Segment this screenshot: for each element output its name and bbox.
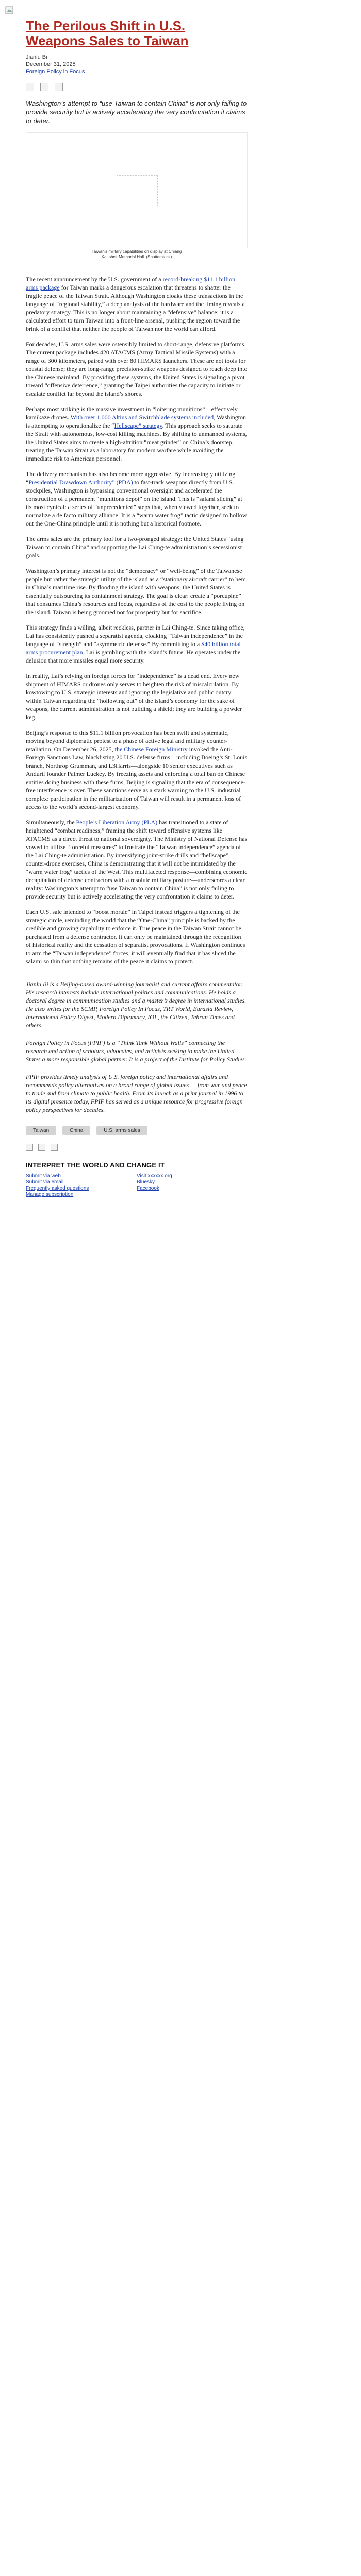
submit-web-link[interactable]: Submit via web xyxy=(26,1173,61,1179)
share-email-icon[interactable] xyxy=(51,1144,58,1151)
drones-link[interactable]: With over 1,000 Altius and Switchblade systems included xyxy=(70,414,214,421)
share-email-icon[interactable] xyxy=(55,83,63,91)
share-bar-bottom xyxy=(26,1144,248,1153)
publication-link[interactable]: Foreign Policy in Focus xyxy=(26,69,85,75)
body-paragraph: Perhaps most striking is the massive investment in “loitering munitions”—effectively kamikaze drones. With over 1,000 Altius and Switchblade systems included, Washington is attempting to operationalize the “Hellscape” strategy. This approach seeks to saturate the Strait with autonomous, low-cost killing machines. By shifting to unmanned systems, the United States aims to create a high-attrition “meat grinder” on China’s doorstep, treating the Taiwan Strait as a laboratory for modern warfare while avoiding the immediate risk to American personnel. xyxy=(26,405,247,462)
faq-link[interactable]: Frequently asked questions xyxy=(26,1185,89,1191)
body-paragraph: Washington’s primary interest is not the “democracy” or “well-being” of the Taiwanese people but rather the strategic utility of the island as a “stationary aircraft carrier” to hem in China’s maritime rise. By flooding the island with weapons, the United States is essentially outsourcing its containment strategy. The goal is clear: create a “porcupine” that consumes China’s resources and focus, regardless of the cost to the people living on the island. Taiwan is being groomed not for prosperity but for sacrifice. xyxy=(26,567,246,616)
site-logo-icon[interactable] xyxy=(5,6,13,14)
image-caption-line: Taiwan's military capabilities on display at Chiang xyxy=(91,249,182,254)
article-body xyxy=(26,275,248,965)
body-paragraph: Beijing’s response to this $11.1 billion provocation has been swift and systematic, moving beyond diplomatic protest to a phase of active legal and military counter-retaliation. On December 26, 2025, the Chinese Foreign Ministry invoked the Anti-Foreign Sanctions Law, blacklisting 20 U.S. defense firms—including Boeing’s St. Louis branch, Northrop Grumman, and L3Harris—alongside 10 senior executives such as Anduril founder Palmer Luckey. By freezing assets and enforcing a total ban on Chinese entities doing business with these firms, Beijing is signaling that the era of consequence-free interference is over. These sanctions serve as a stark warning to the U.S. industrial complex: participation in the militarization of Taiwan will result in a permanent loss of access to the world’s second-largest economy. xyxy=(26,729,248,810)
foreign-ministry-link[interactable]: the Chinese Foreign Ministry xyxy=(114,745,188,753)
article-figure xyxy=(26,132,248,260)
author-bio: Jianlu Bi is a Beijing-based award-winning journalist and current affairs commentator. His research interests include international politics and communications. He holds a doctoral degree in communication studies and a master’s degree in international studies. He also writes for the SCMP, Foreign Policy In Focus, TRT World, Eurasia Review, International Policy Digest, Modern Diplomacy, IOL, the Citizen, Tehran Times and others. xyxy=(26,980,247,1029)
share-facebook-icon[interactable] xyxy=(26,83,34,91)
fpif-description: FPIF provides timely analysis of U.S. foreign policy and international affairs and recommends policy alternatives on a broad range of global issues — from war and peace to trade and from climate to public health. From its launch as a print journal in 1996 to its digital presence today, FPIF has served as a unique resource for progressive foreign policy perspectives for decades. xyxy=(26,1073,247,1113)
pla-link[interactable]: People’s Liberation Army (PLA) xyxy=(76,819,158,826)
article-lede: Washington’s attempt to “use Taiwan to contain China” is not only failing to provide security but is actively accelerating the very confrontation it claims to deter. xyxy=(26,99,247,125)
footer-heading: INTERPRET THE WORLD AND CHANGE IT xyxy=(26,1161,165,1169)
body-paragraph: The arms sales are the primary tool for a two-pronged strategy: the United States “using Taiwan to contain China” and supporting the Lai Ching-te administration’s secessionist goals. xyxy=(26,535,244,559)
body-paragraph: The recent announcement by the U.S. government of a record-breaking $11.1 billion arms package for Taiwan marks a dangerous escalation that threatens to shatter the fragile peace of the Taiwan Strait. Although Washington cloaks these transactions in the language of “regional stability,” a deep analysis of the hardware and the timing reveals a predatory strategy. This is no longer about maintaining a “defensive” balance; it is a calculated effort to turn Taiwan into a front-line arsenal, pushing the region toward the brink of a conflict that neither the people of Taiwan nor the world can afford. xyxy=(26,276,245,332)
image-caption-line: Kai-shek Memorial Hall. (Shutterstock) xyxy=(101,255,172,259)
share-bar xyxy=(26,82,248,92)
body-paragraph: This strategy finds a willing, albeit reckless, partner in Lai Ching-te. Since taking office, Lai has consistently pushed a separatist agenda, cloaking “Taiwan independence” in the language of “strength” and “asymmetric defense.” By committing to a $40 billion total arms procurement plan, Lai is gambling with the island’s future. He operates under the delusion that more missiles equal more security. xyxy=(26,624,245,664)
article-image xyxy=(26,132,248,248)
share-twitter-icon[interactable] xyxy=(38,1144,45,1151)
facebook-link[interactable]: Facebook xyxy=(137,1185,159,1191)
footer-col-social xyxy=(137,1173,248,1198)
bluesky-link[interactable]: Bluesky xyxy=(137,1179,155,1185)
body-paragraph: Simultaneously, the People’s Liberation Army (PLA) has transitioned to a state of heightened “combat readiness,” framing the shift toward offensive systems like ATACMS as a direct threat to national sovereignty. The Ministry of National Defense has vowed to utilize “forceful measures” to frustrate the “Taiwan independence” agenda of the Lai Ching-te administration. By intensifying joint-strike drills and “hellscape” counter-drone exercises, China is demonstrating that it will not be intimidated by the “warm water frog” tactics of the West. This multifaceted response—combining economic decapitation of defense contractors with a resolute military posture—underscores a clear reality: Washington’s attempt to “use Taiwan to contain China” is not only failing to provide security but is actively accelerating the very confrontation it claims to deter. xyxy=(26,819,248,900)
image-caption xyxy=(26,249,248,260)
image-placeholder-icon xyxy=(117,175,158,206)
arms-package-link[interactable]: record-breaking $11.1 billion arms package xyxy=(26,276,236,291)
fpif-about: Foreign Policy in Focus (FPIF) is a “Think Tank Without Walls” connecting the research and action of scholars, advocates, and activists seeking to make the United States a more responsible global partner. It is a project of the Institute for Policy Studies. xyxy=(26,1039,247,1063)
publish-date: December 31, 2025 xyxy=(26,61,76,67)
body-paragraph: For decades, U.S. arms sales were ostensibly limited to short-range, defensive platforms. The current package includes 420 ATACMS (Army Tactical Missile Systems) with a range of 300 kilometers, paired with over 80 HIMARS launchers. These are not tools for coastal defense; they are long-range precision-strike weapons designed to reach deep into the Chinese mainland. By providing these systems, the United States is signaling a pivot toward “offensive deterrence,” granting the Taipei authorities the capacity to initiate or escalate conflict far beyond the island’s shores. xyxy=(26,341,248,397)
body-paragraph: The delivery mechanism has also become more aggressive. By increasingly utilizing “Presidential Drawdown Authority” (PDA) to fast-track weapons directly from U.S. stockpiles, Washington is bypassing conventional oversight and accelerated the construction of a permanent “munitions depot” on the island. This is “salami slicing” at its most cynical: a series of “unprecedented” steps that, when viewed together, seek to normalize a de facto military alliance. It is a “warm water frog” tactic designed to hollow out the One-China principle until it is nothing but a historical footnote. xyxy=(26,470,247,527)
tag-list xyxy=(26,1125,248,1137)
manage-subscription-link[interactable]: Manage subscription xyxy=(26,1192,74,1197)
author-name: Jianlu Bi xyxy=(26,54,47,60)
submit-email-link[interactable]: Submit via email xyxy=(26,1179,64,1185)
tag-china[interactable]: China xyxy=(62,1126,90,1135)
hellscape-link[interactable]: Hellscape” strategy xyxy=(114,422,162,429)
share-facebook-icon[interactable] xyxy=(26,1144,33,1151)
visit-site-link[interactable]: Visit xxxxxx.org xyxy=(137,1173,172,1179)
body-paragraph: In reality, Lai’s relying on foreign forces for “independence” is a dead end. Every new shipment of HIMARS or drones only serves to heighten the risk of miscalculation. By kowtowing to U.S. strategic interests and ignoring the legislative and public outcry within Taiwan regarding the “hollowing out” of the island’s economy for the sake of weapons, the current administration is not building a shield; they are building a powder keg. xyxy=(26,672,242,721)
tag-us-arms-sales[interactable]: U.S. arms sales xyxy=(96,1126,147,1135)
article-meta xyxy=(26,54,248,75)
tag-taiwan[interactable]: Taiwan xyxy=(26,1126,56,1135)
body-paragraph: Each U.S. sale intended to “boost morale” in Taipei instead triggers a tightening of the strategic circle, reminding the world that the “One-China” principle is backed by the credible and growing capability to enforce it. True peace in the Taiwan Strait cannot be purchased from a defense contractor. It can only be maintained through the recognition of historical reality and the cessation of separatist provocations. If Washington continues to arm the “Taiwan independence” forces, it will eventually find that it has sliced the salami so thin that nothing remains of the peace it claims to protect. xyxy=(26,908,245,965)
procurement-plan-link[interactable]: $40 billion total arms procurement plan xyxy=(26,640,241,656)
footer-col-submit xyxy=(26,1173,137,1198)
article-container xyxy=(26,0,248,1198)
footer-links xyxy=(26,1173,248,1198)
pda-link[interactable]: Presidential Drawdown Authority” (PDA) xyxy=(28,479,133,486)
article-title[interactable]: The Perilous Shift in U.S. Weapons Sales to Taiwan xyxy=(26,18,189,48)
share-twitter-icon[interactable] xyxy=(40,83,48,91)
author-bio-section xyxy=(26,980,248,1114)
